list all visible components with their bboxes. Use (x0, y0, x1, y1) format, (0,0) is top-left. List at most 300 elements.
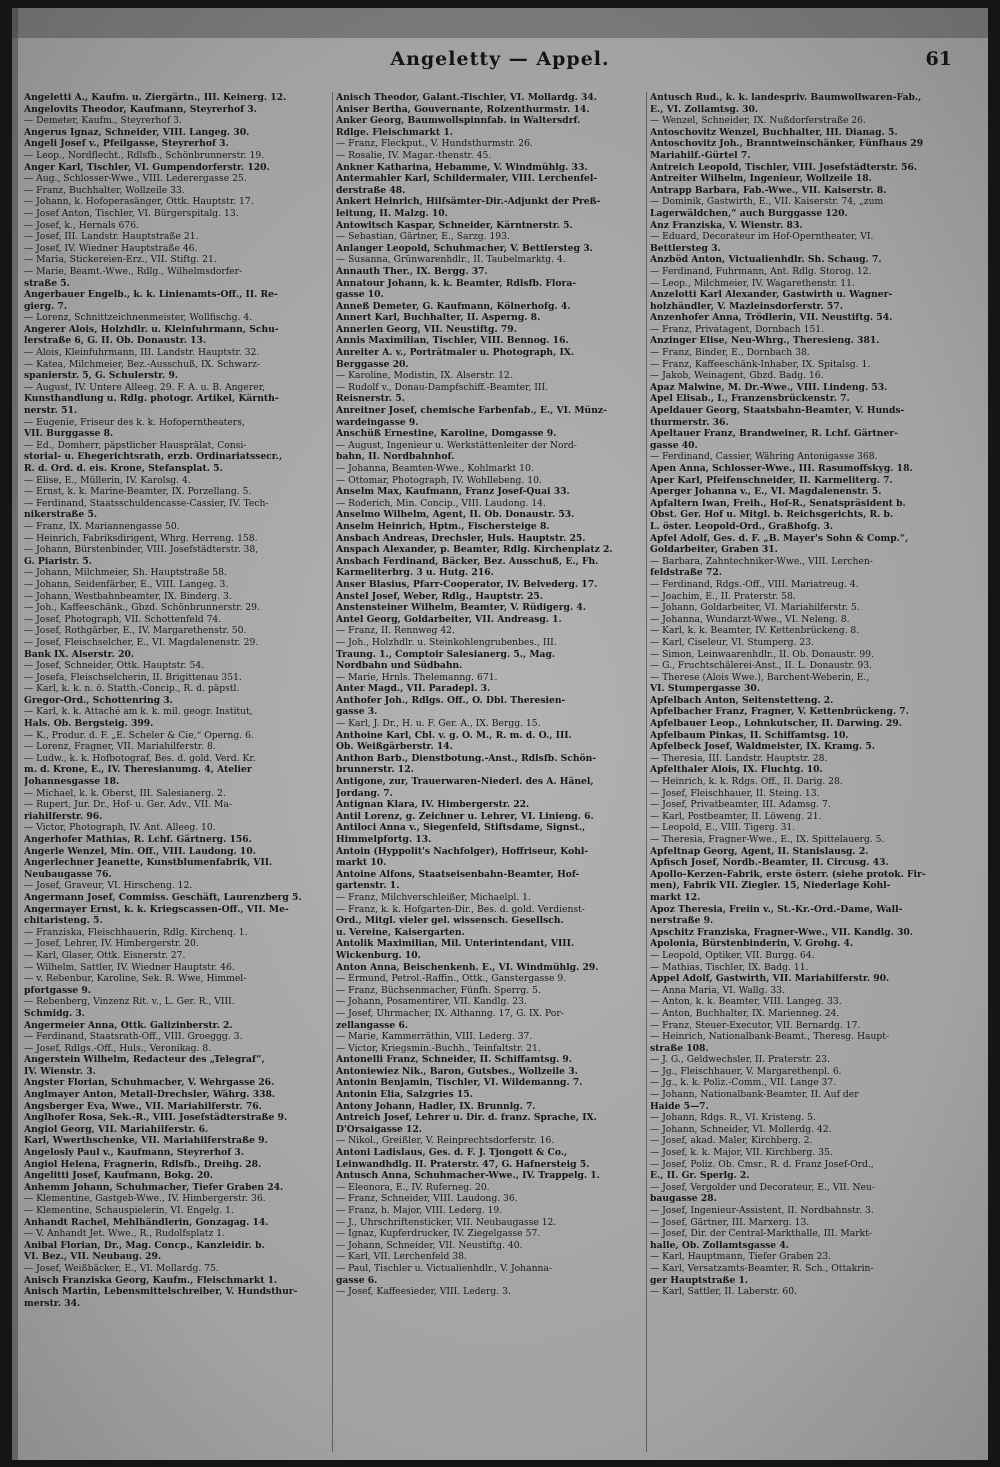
directory-entry: Antrapp Barbara, Fab.-Wwe., VII. Kaiserstr. 8. (650, 184, 887, 196)
directory-entry: — Karoline, Modistin, IX. Alserstr. 12. (336, 370, 513, 382)
column-divider (332, 92, 333, 1452)
directory-entry: Apen Anna, Schlosser-Wwe., III. Rasumoffskyg. 18. (650, 463, 913, 474)
directory-entry: ger Hauptstraße 1. (650, 1274, 749, 1286)
directory-entry: Apfisch Josef, Nordb.-Beamter, II. Circusg. 43. (650, 857, 889, 869)
directory-entry: — Ferdinand, Cassier, Währing Antonigasse 368. (650, 451, 878, 463)
directory-entry: Angiol Helena, Fragnerin, Rdlsfb., Dreihg. 28. (24, 1158, 262, 1170)
directory-entry: Apel Elisab., I., Franzensbrückenstr. 7. (650, 393, 850, 405)
directory-entry: Antreiter Wilhelm, Ingenieur, Wollzeile 18. (650, 173, 872, 185)
directory-entry: — Marie, Kammerräthin, VIII. Lederg. 37. (336, 1031, 533, 1043)
directory-entry: straße 108. (650, 1042, 709, 1054)
directory-entry: spanierstr. 5, G. Schulerstr. 9. (24, 370, 179, 382)
directory-entry: — Joh., Holzhdlr. u. Steinkohlengrubenbes., III. (336, 636, 557, 648)
directory-entry: — Rupert, Jur. Dr., Hof- u. Ger. Adv., VII. Ma- (24, 799, 233, 811)
directory-entry: — Mathias, Tischler, IX. Badg. 11. (650, 961, 809, 973)
directory-entry: — Johann, Goldarbeiter, VI. Mariahilferstr. 5. (650, 602, 860, 614)
directory-entry: G. Piaristr. 5. (24, 555, 92, 567)
directory-entry: — Victor, Kriegsmin.-Buchh., Teinfaltstr. 21. (336, 1042, 541, 1054)
directory-entry: Antonelli Franz, Schneider, II. Schiffamtsg. 9. (336, 1054, 573, 1066)
directory-entry: brunnerstr. 12. (336, 764, 414, 776)
directory-entry: Leinwandhdlg. II. Praterstr. 47, G. Hafnersteig 5. (336, 1158, 590, 1170)
directory-entry: — Franz, IX. Mariannengasse 50. (24, 520, 180, 532)
directory-entry: Antony Johann, Hadler, IX. Brunnlg. 7. (336, 1100, 536, 1112)
directory-entry: — Josef, Schneider, Ottk. Hauptstr. 54. (24, 660, 205, 672)
directory-column-1 (24, 92, 326, 1452)
directory-entry: leitung, II. Malzg. 10. (336, 207, 448, 219)
directory-entry: Angster Florian, Schuhmacher, V. Wehrgasse 26. (24, 1077, 275, 1089)
directory-entry: Angerer Alois, Holzhdlr. u. Kleinfuhrmann, Schu- (24, 323, 279, 335)
directory-entry: — Ottomar, Photograph, IV. Wohllebeng. 10. (336, 474, 542, 486)
directory-entry: gasse 40. (650, 439, 698, 451)
directory-entry: — Leop., Milchmeier, IV. Wagarethenstr. 11. (650, 277, 855, 289)
directory-entry: — Karl, J. Dr., H. u. F. Ger. A., IX. Bergg. 15. (336, 718, 541, 730)
directory-entry: — Paul, Tischler u. Victualienhdlr., V. Johanna- (336, 1262, 552, 1274)
directory-entry: Antoschovitz Joh., Branntweinschänker, Fünfhaus 29 (650, 138, 924, 150)
directory-entry: — Eleonora, E., IV. Ruferneg. 20. (336, 1181, 490, 1193)
directory-entry: Apfelbauer Leop., Lohnkutscher, II. Darwing. 29. (650, 718, 902, 730)
directory-entry: — Simon, Leinwaarenhdlr., II. Ob. Donaustr. 99. (650, 648, 874, 660)
directory-entry: Appel Adolf, Gastwirth, VII. Mariahilferstr. 90. (650, 973, 890, 985)
directory-entry: — Karl, Sattler, II. Laberstr. 60. (650, 1286, 798, 1298)
directory-entry: Anger Karl, Tischler, VI. Gumpendorferstr. 120. (24, 161, 270, 173)
directory-entry: Anlanger Leopold, Schuhmacher, V. Bettlersteg 3. (336, 242, 593, 254)
directory-entry: Anibal Florian, Dr., Mag. Concp., Kanzleidir. b. (24, 1239, 265, 1251)
directory-entry: Bank IX. Alserstr. 20. (24, 648, 135, 660)
directory-entry: Obst. Ger. Hof u. Mitgl. b. Reichsgerichts, R. b. (650, 509, 894, 521)
directory-entry: Neubaugasse 76. (24, 868, 112, 880)
directory-entry: Kunsthandlung u. Rdlg. photogr. Artikel, Kärnth- (24, 393, 279, 405)
directory-entry: m. d. Krone, E., IV. Theresianumg. 4, Atelier (24, 764, 252, 776)
directory-entry: derstraße 48. (336, 184, 406, 196)
directory-entry: Apeltauer Franz, Brandweiner, R. Lchf. Gärtner- (650, 428, 898, 440)
directory-entry: Anstensteiner Wilhelm, Beamter, V. Rüdigerg. 4. (336, 602, 586, 614)
directory-entry: Lagerwäldchen,“ auch Burggasse 120. (650, 207, 848, 219)
directory-entry: — Nikol., Greißler, V. Reinprechtsdorferstr. 16. (336, 1135, 555, 1147)
directory-entry: — Franz, Milchverschleißer, Michaelpl. 1. (336, 891, 531, 903)
directory-entry: — Ferdinand, Staatsschuldencasse-Cassier, IV. Tech- (24, 497, 269, 509)
directory-entry: markt 10. (336, 857, 387, 869)
directory-entry: Anthon Barb., Dienstbotung.-Anst., Rdlsfb. Schön- (336, 752, 597, 764)
directory-entry: VII. Burggasse 8. (24, 428, 114, 440)
directory-entry: Annatour Johann, k. k. Beamter, Rdlsfb. Flora- (336, 277, 577, 289)
directory-entry: Apfeltnap Georg, Agent, II. Stanislausg. 2. (650, 845, 869, 857)
directory-entry: L. öster. Leopold-Ord., Graßhofg. 3. (650, 520, 834, 532)
directory-entry: — Eduard, Decorateur im Hof-Operntheater, VI. (650, 231, 874, 243)
directory-entry: — Josef, Kaffeesieder, VIII. Lederg. 3. (336, 1286, 511, 1298)
directory-entry: — J. G., Geldwechsler, II. Praterstr. 23. (650, 1054, 830, 1066)
directory-entry: Wickenburg. 10. (336, 949, 421, 961)
directory-entry: Antil Lorenz, g. Zeichner u. Lehrer, VI. Linieng. 6. (336, 810, 594, 822)
directory-entry: Antusch Rud., k. k. landespriv. Baumwollwaren-Fab., (650, 92, 922, 103)
directory-entry: — Johanna, Wundarzt-Wwe., VI. Neleng. 8. (650, 613, 850, 625)
directory-entry: — Alois, Kleinfuhrmann, III. Landstr. Hauptstr. 32. (24, 347, 260, 359)
directory-entry: — Johann, Rdgs. R., VI. Kristeng. 5. (650, 1112, 816, 1124)
directory-entry: merstr. 34. (24, 1297, 81, 1309)
directory-entry: Anspach Alexander, p. Beamter, Rdlg. Kirchenplatz 2. (336, 544, 613, 556)
directory-entry: — Leopold, Optiker, VII. Burgg. 64. (650, 949, 815, 961)
directory-entry: zellangasse 6. (336, 1019, 409, 1031)
directory-entry: thurmerstr. 36. (650, 416, 729, 428)
directory-entry: Anton Anna, Beischenkenh. E., VI. Windmühlg. 29. (336, 961, 599, 973)
directory-entry: Anzenhofer Anna, Trödlerin, VII. Neustiftg. 54. (650, 312, 893, 324)
directory-entry: Angermann Josef, Commiss. Geschäft, Laurenzberg 5. (24, 891, 302, 903)
directory-entry: Schmidg. 3. (24, 1007, 85, 1019)
directory-entry: — Josef, Rdlgs.-Off., Huls., Veronikag. 8. (24, 1042, 212, 1054)
directory-entry: Angeletti A., Kaufm. u. Ziergärtn., III. Keinerg. 12. (24, 92, 287, 103)
directory-entry: — Karl, k. k. Attaché am k. k. mil. geogr. Institut, (24, 706, 253, 718)
directory-entry: pfortgasse 9. (24, 984, 91, 996)
directory-entry: Apfelbacher Franz, Fragner, V. Kettenbrückeng. 7. (650, 706, 909, 718)
directory-entry: — Josef, III. Landstr. Hauptstraße 21. (24, 231, 199, 243)
directory-entry: baugasse 28. (650, 1193, 717, 1205)
directory-entry: Antoin (Hyppolit's Nachfolger), Hoffriseur, Kohl- (336, 845, 589, 857)
directory-entry: Antoni Ladislaus, Ges. d. F. J. Tjongott & Co., (336, 1147, 568, 1159)
directory-entry: — August, IV. Untere Alleeg. 29. F. A. u. B. Angerer, (24, 381, 265, 393)
page-number: 61 (925, 48, 952, 70)
directory-entry: — Dominik, Gastwirth, E., VII. Kaiserstr. 74, „zum (650, 196, 884, 208)
directory-entry: Anzböd Anton, Victualienhdlr. Sh. Schaug. 7. (650, 254, 882, 266)
directory-entry: — Josef, Vergolder und Decorateur, E., VII. Neu- (650, 1181, 875, 1193)
directory-entry: Anser Blasius, Pfarr-Cooperator, IV. Belvederg. 17. (336, 578, 598, 590)
directory-entry: Anstel Josef, Weber, Rdlg., Hauptstr. 25. (336, 590, 543, 602)
directory-entry: — Rebenberg, Vinzenz Rit. v., L. Ger. R., VIII. (24, 996, 235, 1008)
directory-entry: Angerle Wenzel, Min. Off., VIII. Laudong. 10. (24, 845, 256, 857)
directory-entry: Angerus Ignaz, Schneider, VIII. Langeg. 30. (24, 126, 250, 138)
directory-entry: — Eugenie, Friseur des k. k. Hofoperntheaters, (24, 416, 245, 428)
directory-entry: — Josef, Gärtner, III. Marxerg. 13. (650, 1216, 810, 1228)
directory-entry: — Theresia, III. Landstr. Hauptstr. 28. (650, 752, 828, 764)
directory-entry: — Marie, Hrnls. Thelemanng. 671. (336, 671, 498, 683)
directory-entry: nerstraße 9. (650, 915, 714, 927)
directory-entry: — Theresia, Fragner-Wwe., E., IX. Spittelauerg. 5. (650, 834, 885, 845)
directory-entry: — Jakob, Weinagent, Gbzd. Badg. 16. (650, 370, 824, 382)
directory-entry: VI. Stumpergasse 30. (650, 683, 760, 695)
directory-entry: Antreich Leopold, Tischler, VIII. Josefstädterstr. 56. (650, 161, 918, 173)
directory-entry: Anselmo Wilhelm, Agent, II. Ob. Donaustr. 53. (336, 509, 575, 521)
directory-entry: Rdlge. Fleischmarkt 1. (336, 126, 453, 138)
directory-entry: Anglhofer Rosa, Sek.-R., VIII. Josefstädterstraße 9. (24, 1112, 288, 1124)
directory-entry: — Katea, Milchmeier, Bez.-Ausschuß, IX. Schwarz- (24, 358, 261, 370)
directory-entry: Apfelbeck Josef, Waldmeister, IX. Kramg. 5. (650, 741, 875, 753)
directory-entry: — Lorenz, Schnittzeichnenmeister, Wollfischg. 4. (24, 312, 253, 324)
directory-entry: Anselm Heinrich, Hptm., Fischersteige 8. (336, 520, 550, 532)
directory-entry: Apfel Adolf, Ges. d. F. „B. Mayer's Sohn & Comp.“, (650, 532, 909, 544)
directory-entry: — Joh., Kaffeeschänk., Gbzd. Schönbrunnerstr. 29. (24, 602, 260, 614)
directory-entry: Antreich Josef, Lehrer u. Dir. d. franz. Sprache, IX. (336, 1112, 597, 1124)
directory-entry: Angiol Georg, VII. Mariahilferstr. 6. (24, 1123, 209, 1135)
directory-entry: nerstr. 51. (24, 405, 78, 417)
directory-entry: — K., Produr. d. F. „E. Scheler & Cie,“ Operng. 6. (24, 729, 254, 741)
directory-entry: — Franz, k. k. Hofgarten-Dir., Bes. d. gold. Verdienst- (336, 903, 585, 915)
directory-entry: — Barbara, Zahntechniker-Wwe., VIII. Lerchen- (650, 555, 873, 567)
directory-entry: Antusch Anna, Schuhmacher-Wwe., IV. Trappelg. 1. (336, 1170, 600, 1182)
directory-entry: Anthoine Karl, Cbl. v. g. O. M., R. m. d. O., III. (336, 729, 572, 741)
directory-entry: — Josef, Privatbeamter, III. Adamsg. 7. (650, 799, 831, 811)
directory-entry: Angeli Josef v., Pfeilgasse, Steyrerhof 3. (24, 138, 229, 150)
directory-entry: — Franziska, Fleischhauerin, Rdlg. Kirchenq. 1. (24, 926, 248, 938)
directory-entry: Jordang. 7. (336, 787, 393, 799)
directory-entry: men), Fabrik VII. Ziegler. 15, Niederlage Kohl- (650, 880, 891, 892)
directory-entry: — Johann, Milchmeier, Sh. Hauptstraße 58. (24, 567, 227, 579)
directory-entry: Apolonia, Bürstenbinderin, V. Grohg. 4. (650, 938, 854, 950)
directory-entry: — Johann, Seidenfärber, E., VIII. Langeg. 3. (24, 578, 229, 590)
directory-entry: — Josef, Lehrer, IV. Himbergerstr. 20. (24, 938, 199, 950)
directory-entry: Himmelpfortg. 13. (336, 834, 432, 845)
directory-entry: Traung. 1., Comptoir Salesianerg. 5., Mag. (336, 648, 556, 660)
directory-entry: Bettlersteg 3. (650, 242, 721, 254)
directory-entry: — Karl, k. k. Beamter, IV. Kettenbrückeng. 8. (650, 625, 860, 637)
directory-entry: markt 12. (650, 891, 701, 903)
directory-entry: Angsberger Eva, Wwe., VII. Mariahilferstr. 76. (24, 1100, 262, 1112)
directory-entry: Ansbach Andreas, Drechsler, Huls. Hauptstr. 25. (336, 532, 586, 544)
directory-entry: — Karl, k. k. n. ö. Statth.-Concip., R. d. päpstl. (24, 683, 240, 695)
directory-entry: — Josef, Fleischhauer, II. Steing. 13. (650, 787, 820, 799)
directory-entry: — Josefa, Fleischselcherin, II. Brigittenau 351. (24, 671, 242, 683)
directory-entry: — Johann, Schneider, VII. Neustiftg. 40. (336, 1239, 523, 1251)
directory-entry: Antignan Klara, IV. Himbergerstr. 22. (336, 799, 530, 811)
directory-entry: — Karl, VII. Lerchenfeld 38. (336, 1251, 467, 1263)
directory-entry: VI. Bez., VII. Neubaug. 29. (24, 1251, 162, 1263)
directory-entry: — Franz, h. Major, VIII. Lederg. 19. (336, 1205, 503, 1216)
directory-entry: — Josef, IV. Wiedner Hauptstraße 46. (24, 242, 198, 254)
directory-entry: — Roderich, Min. Concip., VIII. Laudong. 14. (336, 497, 546, 509)
directory-entry: Antel Georg, Goldarbeiter, VII. Andreasg. 1. (336, 613, 562, 625)
directory-entry: Apfelbaum Pinkas, II. Schiffamtsg. 10. (650, 729, 849, 741)
directory-columns (20, 92, 970, 1452)
directory-entry: — Johann, Bürstenbinder, VIII. Josefstädterstr. 38, (24, 544, 259, 556)
directory-entry: Apeldauer Georg, Staatsbahn-Beamter, V. Hunds- (650, 405, 905, 417)
directory-entry: Anisch Franziska Georg, Kaufm., Fleischmarkt 1. (24, 1274, 278, 1286)
directory-entry: — V. Anhandt Jet. Wwe., R., Rudolfsplatz 1. (24, 1228, 225, 1240)
directory-entry: gasse 6. (336, 1274, 378, 1286)
directory-entry: — Josef, Poliz. Ob. Cmsr., R. d. Franz Josef-Ord., (650, 1158, 874, 1170)
scan-shadow-left (12, 8, 18, 1460)
directory-entry: Angerbauer Engelb., k. k. Linienamts-Off., II. Re- (24, 289, 278, 301)
directory-entry: Angermayer Ernst, k. k. Kriegscassen-Off., VII. Me- (24, 903, 289, 915)
directory-entry: Annerlen Georg, VII. Neustiftg. 79. (336, 323, 517, 335)
directory-entry: Annert Karl, Buchhalter, II. Asperng. 8. (336, 312, 541, 324)
directory-entry: Anthofer Joh., Rdlgs. Off., O. Dbl. Theresien- (336, 694, 566, 706)
directory-entry: Aniser Bertha, Gouvernante, Rolzenthurmstr. 14. (336, 103, 590, 115)
directory-entry: — Susanna, Grünwarenhdlr., II. Taubelmarktg. 4. (336, 254, 566, 266)
directory-entry: Antoniewiez Nik., Baron, Gutsbes., Wollzeile 3. (336, 1065, 578, 1077)
directory-column-2 (336, 92, 638, 1452)
directory-entry: — Josef, k., Hernals 676. (24, 219, 139, 231)
directory-entry: Angelosly Paul v., Kaufmann, Steyrerhof 3. (24, 1147, 245, 1159)
directory-entry: — Wilhelm, Sattler, IV. Wiedner Hauptstr. 46. (24, 961, 235, 973)
directory-entry: D'Orsaigasse 12. (336, 1123, 422, 1135)
directory-entry: — Anton, Buchhalter, IX. Marienneg. 24. (650, 1007, 840, 1019)
directory-entry: Ob. Weißgärberstr. 14. (336, 741, 453, 753)
directory-entry: Angerhofer Mathias, R. Lchf. Gärtnerg. 156. (24, 834, 252, 845)
directory-entry: — Ludw., k. k. Hofbotograf, Bes. d. gold. Verd. Kr. (24, 752, 256, 764)
directory-entry: Antiloci Anna v., Siegenfeld, Stiftsdame, Signst., (336, 822, 586, 834)
directory-entry: — Johanna, Beamten-Wwe., Kohlmarkt 10. (336, 463, 534, 474)
directory-entry: — Klementine, Gastgeb-Wwe., IV. Himbergerstr. 36. (24, 1193, 266, 1205)
directory-column-3 (650, 92, 952, 1452)
directory-entry: gierg. 7. (24, 300, 68, 312)
directory-entry: — Demeter, Kaufm., Steyrerhof 3. (24, 115, 182, 127)
directory-entry: Anisch Theodor, Galant.-Tischler, VI. Mollardg. 34. (336, 92, 598, 103)
directory-entry: Mariahilf.-Gürtel 7. (650, 149, 751, 161)
directory-entry: — Josef, Ingenieur-Assistent, II. Nordbahnstr. 3. (650, 1205, 874, 1216)
directory-entry: — Elise, E., Müllerin, IV. Karolsg. 4. (24, 474, 191, 486)
directory-entry: gasse 10. (336, 289, 384, 301)
directory-entry: Johannesgasse 18. (24, 776, 120, 788)
directory-entry: Apfelbach Anton, Seitenstetteng. 2. (650, 694, 834, 706)
directory-entry: nikerstraße 5. (24, 509, 98, 521)
directory-entry: — Franz, Fleckput., V. Hundsthurmstr. 26. (336, 138, 533, 150)
directory-entry: — Franz, Büchsenmacher, Fünfh. Sperrg. 5. (336, 984, 541, 996)
directory-entry: Ord., Mitgl. vieler gel. wissensch. Gesellsch. (336, 915, 564, 927)
directory-entry: — Karl, Hauptmann, Tiefer Graben 23. (650, 1251, 832, 1263)
column-divider (646, 92, 647, 1452)
directory-entry: Antoschovitz Wenzel, Buchhalter, III. Dianag. 5. (650, 126, 898, 138)
directory-entry: Anker Georg, Baumwollspinnfab. in Waltersdrf. (336, 115, 581, 127)
directory-entry: — Ernst, k. k. Marine-Beamter, IX. Porzellang. 5. (24, 486, 252, 498)
directory-entry: Anreiter A. v., Porträtmaler u. Photograph, IX. (336, 347, 575, 359)
directory-entry: — Ferdinand, Rdgs.-Off., VIII. Mariatreug. 4. (650, 578, 859, 590)
directory-entry: Anglmayer Anton, Metall-Drechsler, Währg. 338. (24, 1089, 276, 1101)
directory-entry: Annis Maximilian, Tischler, VIII. Bennog. 16. (336, 335, 569, 347)
directory-entry: Apfelthaler Alois, IX. Fluchtg. 10. (650, 764, 823, 776)
directory-entry: Angermeier Anna, Ottk. Galizinberstr. 2. (24, 1019, 233, 1031)
directory-entry: Ankert Heinrich, Hilfsämter-Dir.-Adjunkt der Preß- (336, 196, 601, 208)
directory-entry: Apollo-Kerzen-Fabrik, erste österr. (siehe protok. Fir- (650, 868, 926, 880)
directory-entry: Ankner Katharina, Hebamme, V. Windmühlg. 33. (336, 161, 588, 173)
directory-entry: — Leop., Nordflecht., Rdlsfb., Schönbrunnerstr. 19. (24, 149, 265, 161)
directory-entry: Anter Magd., VII. Paradepl. 3. (336, 683, 491, 695)
directory-entry: Antonin Benjamin, Tischler, VI. Wildemanng. 7. (336, 1077, 583, 1089)
directory-entry: — Johann, Schneider, VI. Mollerdg. 42. (650, 1123, 832, 1135)
directory-entry: — Johann, Nationalbank-Beamter, II. Auf der (650, 1089, 859, 1101)
directory-entry: R. d. Ord. d. eis. Krone, Stefansplat. 5. (24, 463, 223, 474)
directory-entry: Aper Karl, Pfeifenschneider, II. Karmeliterg. 7. (650, 474, 893, 486)
directory-entry: Haide 5—7. (650, 1100, 709, 1112)
directory-entry: — August, Ingenieur u. Werkstättenleiter der Nord- (336, 439, 577, 451)
directory-entry: holzhändler, V. Mazleinsdorferstr. 57. (650, 300, 843, 312)
directory-entry: storial- u. Ehegerichtsrath, erzb. Ordinariatssecr., (24, 451, 283, 463)
directory-entry: Angerstein Wilhelm, Redacteur des „Telegraf“, (24, 1054, 265, 1066)
directory-entry: Goldarbeiter, Graben 31. (650, 544, 778, 556)
directory-entry: — J., Uhrschriftensticker, VII. Neubaugasse 12. (336, 1216, 557, 1228)
directory-entry: Angelovits Theodor, Kaufmann, Steyrerhof 3. (24, 103, 257, 115)
directory-entry: Antowitsch Kaspar, Schneider, Kärntnerstr. 5. (336, 219, 573, 231)
directory-entry: — Michael, k. k. Oberst, III. Salesianerg. 2. (24, 787, 226, 799)
directory-entry: — Josef, Graveur, VI. Hirscheng. 12. (24, 880, 193, 892)
directory-entry: Gregor-Ord., Schottenring 3. (24, 694, 173, 706)
directory-entry: — Karl, Versatzamts-Beamter, R. Sch., Ottakrin- (650, 1262, 874, 1274)
directory-entry: Annauth Ther., IX. Bergg. 37. (336, 265, 488, 277)
directory-entry: wardeingasse 9. (336, 416, 419, 428)
directory-entry: — Johann, Posamentirer, VII. Kandlg. 23. (336, 996, 527, 1008)
directory-entry: — Franz, Binder, E., Dornbach 38. (650, 347, 810, 359)
directory-entry: IV. Wienstr. 3. (24, 1065, 96, 1077)
directory-entry: — Ed., Domherr, päpstlicher Hausprälat, Consi- (24, 439, 247, 451)
directory-entry: — Heinrich, Nationalbank-Beamt., Theresg. Haupt- (650, 1031, 890, 1043)
directory-entry: Aperger Johanna v., E., VI. Magdalenenstr. 5. (650, 486, 882, 498)
directory-entry: feldstraße 72. (650, 567, 722, 579)
directory-entry: Karl, Wwerthschenke, VII. Mariahilferstraße 9. (24, 1135, 268, 1147)
directory-entry: lerstraße 6, G. II. Ob. Donaustr. 13. (24, 335, 207, 347)
directory-entry: — Josef, Photograph, VII. Schottenfeld 74. (24, 613, 222, 625)
directory-entry: Reisnerstr. 5. (336, 393, 405, 405)
directory-entry: — Sebastian, Gärtner, E., Sarzg. 193. (336, 231, 510, 243)
directory-entry: — Franz, II. Rennweg 42. (336, 625, 455, 637)
directory-entry: Antermahler Karl, Schildermaler, VIII. Lerchenfel- (336, 173, 598, 185)
directory-entry: — Anton, k. k. Beamter, VIII. Langeg. 33. (650, 996, 842, 1008)
directory-entry: halle, Ob. Zollamtsgasse 4. (650, 1239, 789, 1251)
directory-entry: Karmeliterbrg. 3 u. Hutg. 216. (336, 567, 494, 579)
directory-entry: Anselm Max, Kaufmann, Franz Josef-Quai 33. (336, 486, 570, 498)
directory-entry: Hals. Ob. Bergsteig. 399. (24, 718, 154, 730)
directory-entry: — Josef, Rothgärber, E., IV. Margarethenstr. 50. (24, 625, 247, 637)
directory-entry: Antolik Maximilian, Mil. Unterintendant, VIII. (336, 938, 575, 950)
directory-entry: Berggasse 20. (336, 358, 409, 370)
directory-entry: — Franz, Buchhalter, Wollzeile 33. (24, 184, 185, 196)
directory-entry: Antonin Elia, Salzgries 15. (336, 1089, 473, 1101)
directory-entry: — Joachim, E., II. Praterstr. 58. (650, 590, 796, 602)
directory-entry: — Ermund, Petrol.-Raffin., Ottk., Ganstergasse 9. (336, 973, 567, 985)
directory-entry: Anreitner Josef, chemische Farbenfab., E., VI. Münz- (336, 405, 607, 417)
directory-entry: u. Vereine, Kaisergarten. (336, 926, 465, 938)
directory-entry: — Victor, Photograph, IV. Ant. Alleeg. 10. (24, 822, 216, 834)
directory-entry: — Therese (Alois Wwe.), Barchent-Weberin, E., (650, 671, 870, 683)
page-title: Angeletty — Appel. (390, 48, 610, 70)
directory-entry: — Lorenz, Fragner, VII. Mariahilferstr. 8. (24, 741, 216, 753)
directory-entry: riahilferstr. 96. (24, 810, 103, 822)
directory-entry: — Johann, Westbahnbeamter, IX. Binderg. 3. (24, 590, 232, 602)
directory-entry: Apoz Theresia, Freiin v., St.-Kr.-Ord.-Dame, Wall- (650, 903, 903, 915)
directory-entry: gasse 3. (336, 706, 378, 718)
page-header (12, 48, 988, 76)
directory-entry: — Heinrich, k. k. Rdgs. Off., II. Darig. 28. (650, 776, 843, 788)
directory-entry: — Rosalie, IV. Magar.-thenstr. 45. (336, 149, 492, 161)
directory-entry: — Franz, Privatagent, Dornbach 151. (650, 323, 825, 335)
directory-entry: — Karl, Ciseleur, VI. Stumperg. 23. (650, 636, 815, 648)
directory-entry: Angelitti Josef, Kaufmann, Bokg. 20. (24, 1170, 213, 1182)
directory-entry: — Wenzel, Schneider, IX. Nußdorferstraße 26. (650, 115, 866, 127)
directory-entry: Nordbahn und Südbahn. (336, 660, 463, 672)
directory-entry: Anhemm Johann, Schuhmacher, Tiefer Graben 24. (24, 1181, 284, 1193)
directory-entry: — Josef, akad. Maler, Kirchberg. 2. (650, 1135, 813, 1147)
directory-page (12, 8, 988, 1460)
directory-entry: gartenstr. 1. (336, 880, 400, 892)
directory-entry: — Karl, Glaser, Ottk. Eisnerstr. 27. (24, 949, 186, 961)
directory-entry: — v. Rebenbur, Karoline, Sek. R. Wwe, Himmel- (24, 973, 247, 985)
directory-entry: — Anna Maria, VI. Wallg. 33. (650, 984, 785, 996)
directory-entry: Anisch Martin, Lebensmittelschreiber, V. Hundsthur- (24, 1286, 298, 1298)
directory-entry: — Josef, Weißbäcker, E., VI. Mollardg. 75. (24, 1262, 219, 1274)
directory-entry: Apschitz Franziska, Fragner-Wwe., VII. Kandlg. 30. (650, 926, 913, 938)
directory-entry: — Maria, Stickereien-Erz., VII. Stiftg. 21. (24, 254, 217, 266)
directory-entry: — Karl, Postbeamter, II. Löweng. 21. (650, 810, 822, 822)
directory-entry: Antigone, zur, Trauerwaren-Niederl. des A. Hänel, (336, 776, 594, 788)
directory-entry: — Josef, k. k. Major, VII. Kirchberg. 35. (650, 1147, 833, 1159)
directory-entry: Antoine Alfons, Staatseisenbahn-Beamter, Hof- (336, 868, 580, 880)
directory-entry: chitaristeng. 5. (24, 915, 103, 927)
directory-entry: — Josef, Uhrmacher, IX. Althanng. 17, G. IX. Por- (336, 1007, 564, 1019)
directory-entry: — Johann, k. Hofoperasänger, Ottk. Hauptstr. 17. (24, 196, 254, 208)
directory-entry: — Franz, Schneider, VIII. Laudong. 36. (336, 1193, 518, 1205)
directory-entry: Anz Franziska, V. Wienstr. 83. (650, 219, 803, 231)
scan-shadow-top (12, 8, 988, 38)
directory-entry: — Ferdinand, Staatsrath-Off., VIII. Groeggg. 3. (24, 1031, 243, 1043)
directory-entry: E., II. Gr. Sperlg. 2. (650, 1170, 750, 1182)
directory-entry: — Josef, Dir. der Central-Markthalle, III. Markt- (650, 1228, 872, 1240)
directory-entry: — Klementine, Schauspielerin, VI. Engelg. 1. (24, 1205, 234, 1216)
directory-entry: — G., Fruchtschälerei-Anst., II. L. Donaustr. 93. (650, 660, 873, 672)
